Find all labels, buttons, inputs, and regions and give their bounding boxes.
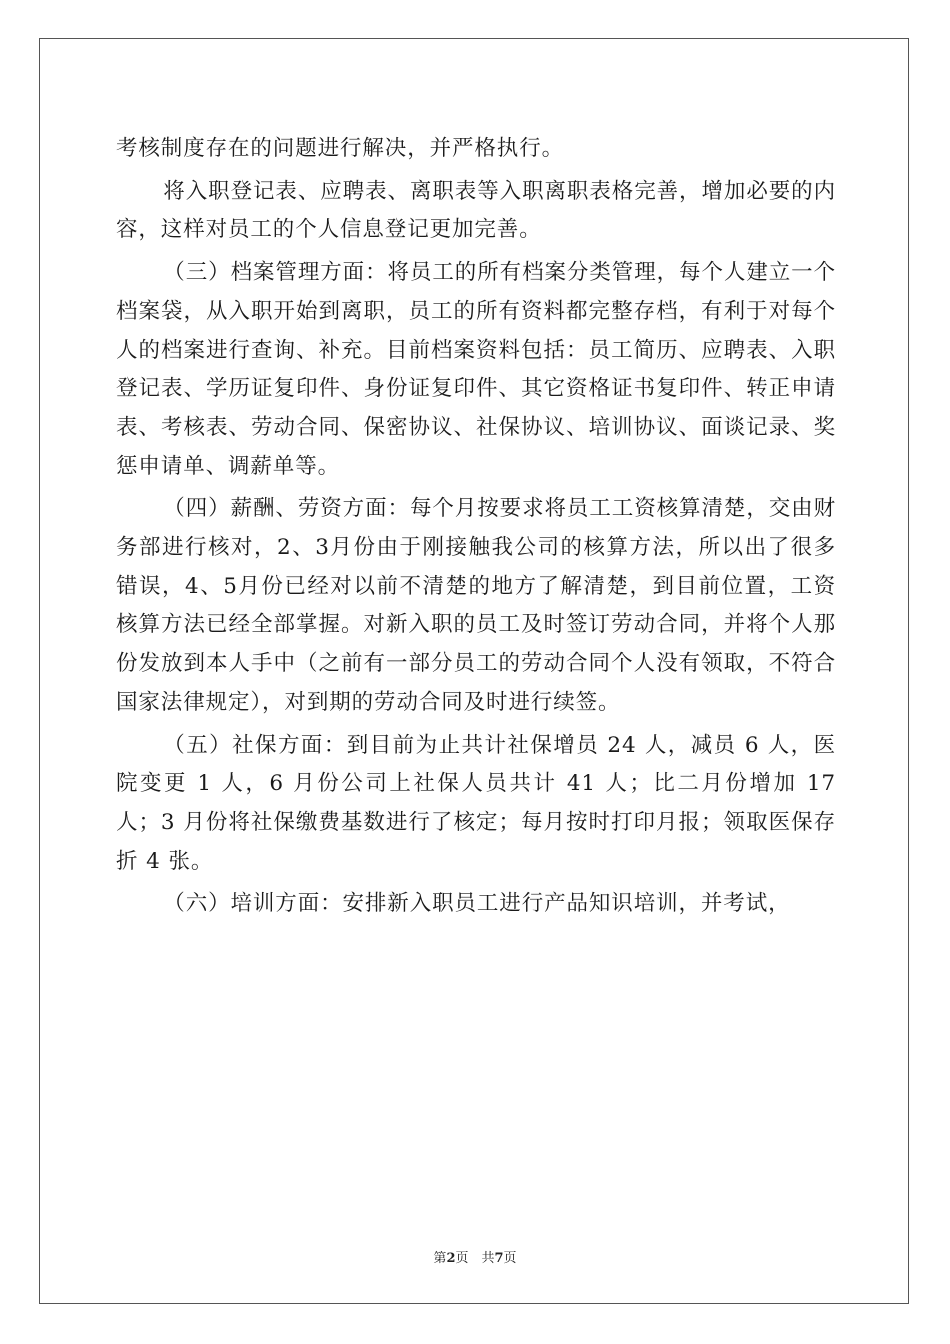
paragraph: 将入职登记表、应聘表、离职表等入职离职表格完善，增加必要的内容，这样对员工的个人信息登记更加完善。: [116, 178, 836, 243]
total-page-number: 7: [494, 1251, 504, 1266]
paragraph: 考核制度存在的问题进行解决，并严格执行。: [116, 136, 565, 161]
paragraph: （四）薪酬、劳资方面：每个月按要求将员工工资核算清楚，交由财务部进行核对，2、3月份由于刚接触我公司的核算方法，所以出了很多错误，4、5月份已经对以前不清楚的地方了解清楚，到目前位置，工资核算方法已经全部掌握。对新入职的员工及时签订劳动合同，并将个人那份发放到本人手中（之前有一部分员工的劳动合同个人没有领取，不符合国家法律规定），对到期的劳动合同及时进行续签。: [116, 496, 836, 715]
document-body: [116, 130, 836, 924]
footer-suffix: 页: [503, 1251, 517, 1266]
footer-prefix: 第: [433, 1251, 447, 1266]
paragraph: （三）档案管理方面：将员工的所有档案分类管理，每个人建立一个档案袋，从入职开始到离职，员工的所有资料都完整存档，有利于对每个人的档案进行查询、补充。目前档案资料包括：员工简历、应聘表、入职登记表、学历证复印件、身份证复印件、其它资格证书复印件、转正申请表、考核表、劳动合同、保密协议、社保协议、培训协议、面谈记录、奖惩申请单、调薪单等。: [116, 260, 836, 479]
paragraph: （五）社保方面：到目前为止共计社保增员 24 人，减员 6 人，医院变更 1 人，6 月份公司上社保人员共计 41 人；比二月份增加 17 人；3 月份将社保缴费基数进行了核定；每月按时打印月报；领取医保存折 4 张。: [116, 732, 836, 874]
page-footer: [0, 1247, 950, 1266]
footer-middle: 页 共: [455, 1251, 495, 1266]
current-page-number: 2: [446, 1251, 456, 1266]
paragraph: （六）培训方面：安排新入职员工进行产品知识培训，并考试，: [163, 891, 791, 917]
